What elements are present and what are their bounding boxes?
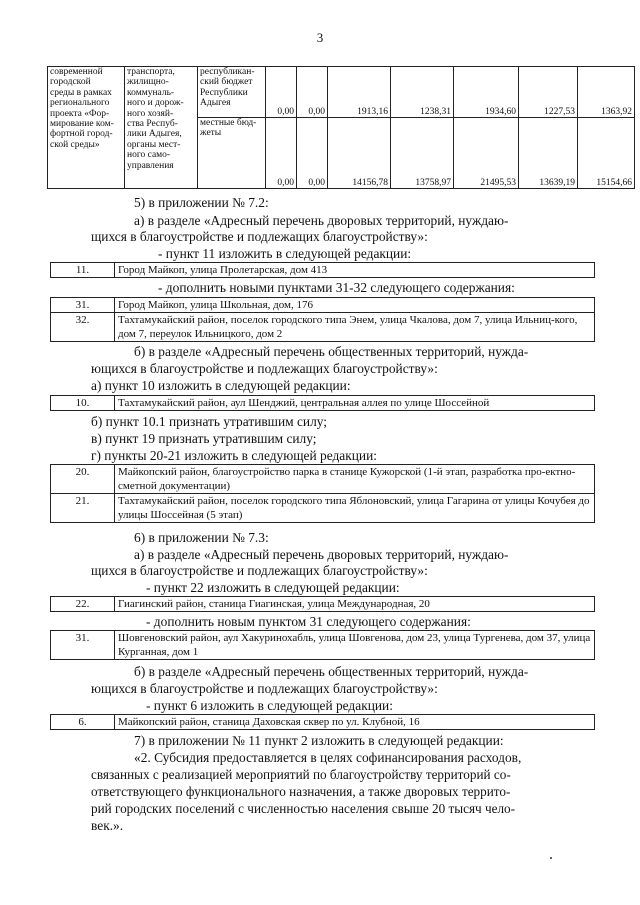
row-number: 20.	[51, 465, 115, 494]
text-line: щихся в благоустройстве и подлежащих благоустройству»:	[91, 229, 428, 244]
text-line: а) в разделе «Адресный перечень дворовых территорий, нуждаю-	[134, 547, 509, 562]
table-row	[51, 715, 595, 730]
value-cell: 14156,78	[328, 118, 391, 189]
table-row	[51, 263, 595, 278]
cell-line: фортной город-	[50, 129, 113, 140]
row-number: 31.	[51, 631, 115, 660]
cell-line: коммуналь-	[127, 87, 175, 98]
cell-line: ства Респуб-	[127, 119, 178, 130]
row-number: 21.	[51, 494, 115, 523]
source-cell	[198, 67, 266, 118]
row-number: 31.	[51, 298, 115, 313]
text-line: г) пункты 20-21 изложить в следующей редакции:	[91, 448, 377, 463]
value-cell: 0,00	[266, 118, 297, 189]
text-line: б) в разделе «Адресный перечень общественных территорий, нужда-	[134, 344, 529, 359]
address-table	[50, 464, 595, 523]
address-table	[50, 297, 595, 342]
text-line: б) пункт 10.1 признать утратившим силу;	[91, 414, 328, 429]
address-table	[50, 596, 595, 612]
value-cell: 0,00	[297, 118, 328, 189]
row-number: 11.	[51, 263, 115, 278]
row-text: Тахтамукайский район, поселок городского типа Энем, улица Чкалова, дом 7, улица Ильниц-кого, дом 7, переулок Ильницкого, дом 2	[115, 313, 595, 342]
table-row	[51, 465, 595, 494]
row-text: Тахтамукайский район, поселок городского типа Яблоновский, улица Гагарина от улицы Кочубея до улицы Шоссейная (5 этап)	[115, 494, 595, 523]
cell-line: ного само-	[127, 150, 171, 161]
executor-cell	[125, 67, 198, 189]
project-cell	[48, 67, 125, 189]
cell-line: современной	[50, 67, 103, 77]
cell-line: ного хозяй-	[127, 108, 174, 119]
cell-line: республикан-	[200, 67, 255, 77]
cell-line: органы мест-	[127, 139, 181, 150]
row-text: Шовгеновский район, аул Хакуринохабль, улица Шовгенова, дом 23, улица Тургенева, дом 37, улица Курганная, дом 1	[115, 631, 595, 660]
row-text: Город Майкоп, улица Пролетарская, дом 413	[115, 263, 595, 278]
cell-line: жилищно-	[127, 77, 169, 88]
text-line: а) в разделе «Адресный перечень дворовых территорий, нуждаю-	[134, 213, 509, 228]
text-line: 7) в приложении № 11 пункт 2 изложить в следующей редакции:	[134, 733, 504, 748]
value-cell: 0,00	[266, 67, 297, 118]
table-row	[51, 631, 595, 660]
cell-line: городской	[50, 77, 91, 88]
row-text: Город Майкоп, улица Школьная, дом, 176	[115, 298, 595, 313]
value-cell: 0,00	[297, 67, 328, 118]
table-row	[51, 298, 595, 313]
address-table	[50, 630, 595, 660]
text-line: в) пункт 19 признать утратившим силу;	[91, 431, 317, 446]
text-line: рий городских поселений с численностью населения свыше 20 тысяч чело-	[91, 801, 516, 816]
table-row	[51, 597, 595, 612]
row-number: 10.	[51, 396, 115, 411]
value-cell: 1934,60	[454, 67, 519, 118]
row-text: Гиагинский район, станица Гиагинская, улица Международная, 20	[115, 597, 595, 612]
cell-line: ский бюджет	[200, 77, 253, 88]
cell-line: ской среды»	[50, 139, 100, 150]
row-number: 22.	[51, 597, 115, 612]
address-table	[50, 395, 595, 411]
cell-line: местные бюд-	[200, 118, 257, 128]
cell-line: транспорта,	[127, 67, 175, 77]
text-line: ответствующего функционального назначения, а также дворовых террито-	[91, 784, 511, 799]
cell-line: среды в рамках	[50, 87, 112, 98]
text-line: 5) в приложении № 7.2:	[134, 195, 269, 210]
value-cell: 13639,19	[519, 118, 578, 189]
row-number: 32.	[51, 313, 115, 342]
table-row	[48, 67, 635, 118]
value-cell: 1227,53	[519, 67, 578, 118]
row-number: 6.	[51, 715, 115, 730]
row-text: Майкопский район, благоустройство парка в станице Кужорской (1-й этап, разработка про-ектно-сметной документации)	[115, 465, 595, 494]
row-text: Тахтамукайский район, аул Шенджий, центральная аллея по улице Шоссейной	[115, 396, 595, 411]
text-line: 6) в приложении № 7.3:	[134, 530, 269, 545]
cell-line: мирование ком-	[50, 119, 114, 130]
table-row	[51, 494, 595, 523]
text-line: щихся в благоустройстве и подлежащих благоустройству»:	[91, 563, 428, 578]
cell-line: жеты	[200, 128, 222, 139]
value-cell: 1238,31	[391, 67, 454, 118]
cell-line: регионального	[50, 98, 110, 109]
text-line: «2. Субсидия предоставляется в целях софинансирования расходов,	[134, 750, 522, 765]
cell-line: Республики	[200, 87, 248, 98]
page-number: 3	[316, 30, 324, 45]
value-cell: 1913,16	[328, 67, 391, 118]
text-line: ющихся в благоустройстве и подлежащих благоустройству»:	[91, 361, 438, 376]
cell-line: управления	[127, 160, 174, 171]
address-table	[50, 714, 595, 730]
text-line: - дополнить новым пунктом 31 следующего содержания:	[146, 614, 471, 629]
cell-line: ного и дорож-	[127, 98, 184, 109]
text-line: - дополнить новыми пунктами 31-32 следующего содержания:	[158, 280, 515, 295]
text-line: связанных с реализацией мероприятий по благоустройству территорий со-	[91, 767, 511, 782]
budget-table	[47, 66, 635, 189]
value-cell: 15154,66	[578, 118, 635, 189]
text-line: а) пункт 10 изложить в следующей редакции:	[91, 378, 351, 393]
table-row	[51, 313, 595, 342]
cell-line: лики Адыгея,	[127, 129, 182, 140]
table-row	[51, 396, 595, 411]
text-line: - пункт 22 изложить в следующей редакции:	[146, 580, 400, 595]
cell-line: проекта «Фор-	[50, 108, 110, 119]
address-table	[50, 262, 595, 278]
source-cell	[198, 118, 266, 189]
text-line: - пункт 11 изложить в следующей редакции:	[158, 246, 412, 261]
value-cell: 1363,92	[578, 67, 635, 118]
text-line: - пункт 6 изложить в следующей редакции:	[146, 698, 393, 713]
dot-mark	[550, 857, 552, 859]
text-line: ющихся в благоустройстве и подлежащих благоустройству»:	[91, 681, 438, 696]
cell-line: Адыгея	[200, 98, 231, 109]
value-cell: 21495,53	[454, 118, 519, 189]
text-line: б) в разделе «Адресный перечень общественных территорий, нужда-	[134, 664, 529, 679]
value-cell: 13758,97	[391, 118, 454, 189]
text-line: век.».	[91, 818, 124, 833]
row-text: Майкопский район, станица Даховская сквер по ул. Клубной, 16	[115, 715, 595, 730]
